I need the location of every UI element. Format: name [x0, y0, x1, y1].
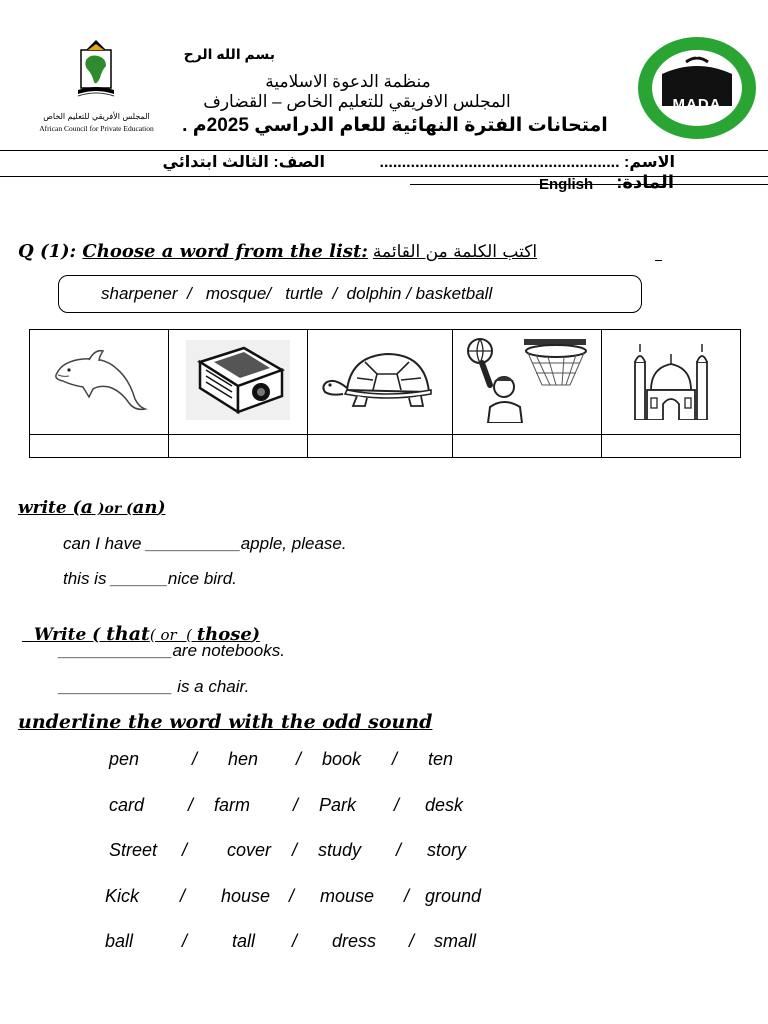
that-those-line-2: ____________ is a chair. [59, 677, 250, 696]
separator: / [188, 795, 194, 815]
odd-word[interactable]: pen [109, 749, 140, 769]
odd-sound-heading: underline the word with the odd sound [18, 711, 433, 733]
picture-cell-sharpener [169, 330, 308, 435]
separator: / [409, 931, 415, 951]
q1-heading [18, 241, 537, 262]
a-an-line-1: can I have __________apple, please. [63, 534, 347, 553]
answer-cell-3[interactable] [308, 435, 453, 458]
separator: / [182, 840, 188, 860]
odd-word[interactable]: ground [425, 886, 482, 906]
separator: / [404, 886, 410, 906]
that-those-heading-that: that [106, 623, 150, 645]
mosque-icon [629, 340, 713, 420]
q1-underline-mark [655, 260, 662, 261]
answer-cell-4[interactable] [453, 435, 602, 458]
odd-word[interactable]: farm [214, 795, 250, 815]
sharpener-icon [186, 340, 290, 420]
a-an-heading-close: ) [157, 498, 166, 518]
picture-cell-dolphin [30, 330, 169, 435]
separator: / [394, 795, 400, 815]
odd-word[interactable]: house [221, 886, 271, 906]
q1-instruction: Choose a word from the list: [82, 241, 368, 262]
mada-logo-icon [636, 36, 758, 140]
separator: / [293, 795, 299, 815]
class-label: الصف: الثالث ابتدائي [162, 154, 325, 171]
answer-cell-1[interactable] [30, 435, 169, 458]
separator: / [296, 749, 302, 769]
separator: / [182, 931, 188, 951]
subject-label: المادة: [616, 172, 674, 192]
name-field-label: الاسم: ...................................................... [379, 154, 675, 171]
basketball-icon [466, 337, 588, 423]
odd-word[interactable]: desk [425, 795, 464, 815]
separator: / [392, 749, 398, 769]
separator: / [192, 749, 198, 769]
odd-word[interactable]: Park [319, 795, 357, 815]
left-logo-english-text: African Council for Private Education [39, 124, 154, 133]
word-list: sharpener / mosque/ turtle / dolphin / basketball [101, 284, 493, 303]
mada-logo-text: MADA [672, 96, 722, 113]
a-an-heading [18, 496, 166, 518]
separator: / [180, 886, 186, 906]
basmala: بسم الله الرح [183, 46, 275, 62]
odd-word[interactable]: story [427, 840, 467, 860]
odd-word[interactable]: ball [105, 931, 134, 951]
exam-title: امتحانات الفترة النهائية للعام الدراسي 2025م . [182, 115, 608, 136]
answer-cell-2[interactable] [169, 435, 308, 458]
mada-logo [636, 36, 758, 140]
that-those-heading [22, 603, 260, 645]
odd-word[interactable]: ten [428, 749, 454, 769]
a-an-heading-or: )or ( [93, 501, 133, 517]
picture-cell-basketball [453, 330, 602, 435]
separator: / [396, 840, 402, 860]
separator: / [292, 931, 298, 951]
council-name: المجلس الافريقي للتعليم الخاص – القضارف [203, 92, 511, 111]
subject-value: English [539, 176, 594, 193]
left-logo [34, 36, 159, 140]
odd-word[interactable]: dress [332, 931, 377, 951]
odd-word[interactable]: book [322, 749, 362, 769]
answer-cell-5[interactable] [602, 435, 741, 458]
odd-word[interactable]: tall [232, 931, 256, 951]
odd-word[interactable]: Street [109, 840, 158, 860]
that-those-heading-write: Write ( [33, 625, 107, 645]
odd-word[interactable]: hen [228, 749, 259, 769]
that-those-heading-or: ( or ( [149, 626, 197, 644]
header-divider-3 [410, 184, 768, 185]
turtle-icon [321, 348, 439, 412]
odd-word[interactable]: mouse [320, 886, 375, 906]
picture-cell-turtle [308, 330, 453, 435]
that-those-line-1: ____________are notebooks. [59, 641, 285, 660]
separator: / [289, 886, 295, 906]
odd-word[interactable]: study [318, 840, 362, 860]
left-logo-arabic-text: المجلس الأفريقي للتعليم الخاص [43, 112, 150, 121]
a-an-heading-an: an [132, 497, 158, 518]
picture-table [29, 329, 741, 458]
that-those-heading-close: ) [251, 625, 260, 645]
separator: / [292, 840, 298, 860]
q1-prefix: Q (1): [18, 241, 83, 262]
picture-cell-mosque [602, 330, 741, 435]
odd-word[interactable]: cover [227, 840, 272, 860]
odd-word[interactable]: small [434, 931, 477, 951]
a-an-heading-a: a [80, 496, 93, 518]
dolphin-icon [49, 347, 149, 413]
header-divider-1 [0, 150, 768, 151]
odd-word[interactable]: Kick [105, 886, 140, 906]
a-an-line-2: this is ______nice bird. [63, 569, 237, 588]
a-an-heading-write: write ( [18, 498, 81, 518]
odd-word[interactable]: card [109, 795, 145, 815]
q1-instruction-arabic: اكتب الكلمة من القائمة [372, 242, 538, 262]
org-name: منظمة الدعوة الاسلامية [265, 72, 431, 91]
that-those-heading-those: those [196, 624, 252, 645]
